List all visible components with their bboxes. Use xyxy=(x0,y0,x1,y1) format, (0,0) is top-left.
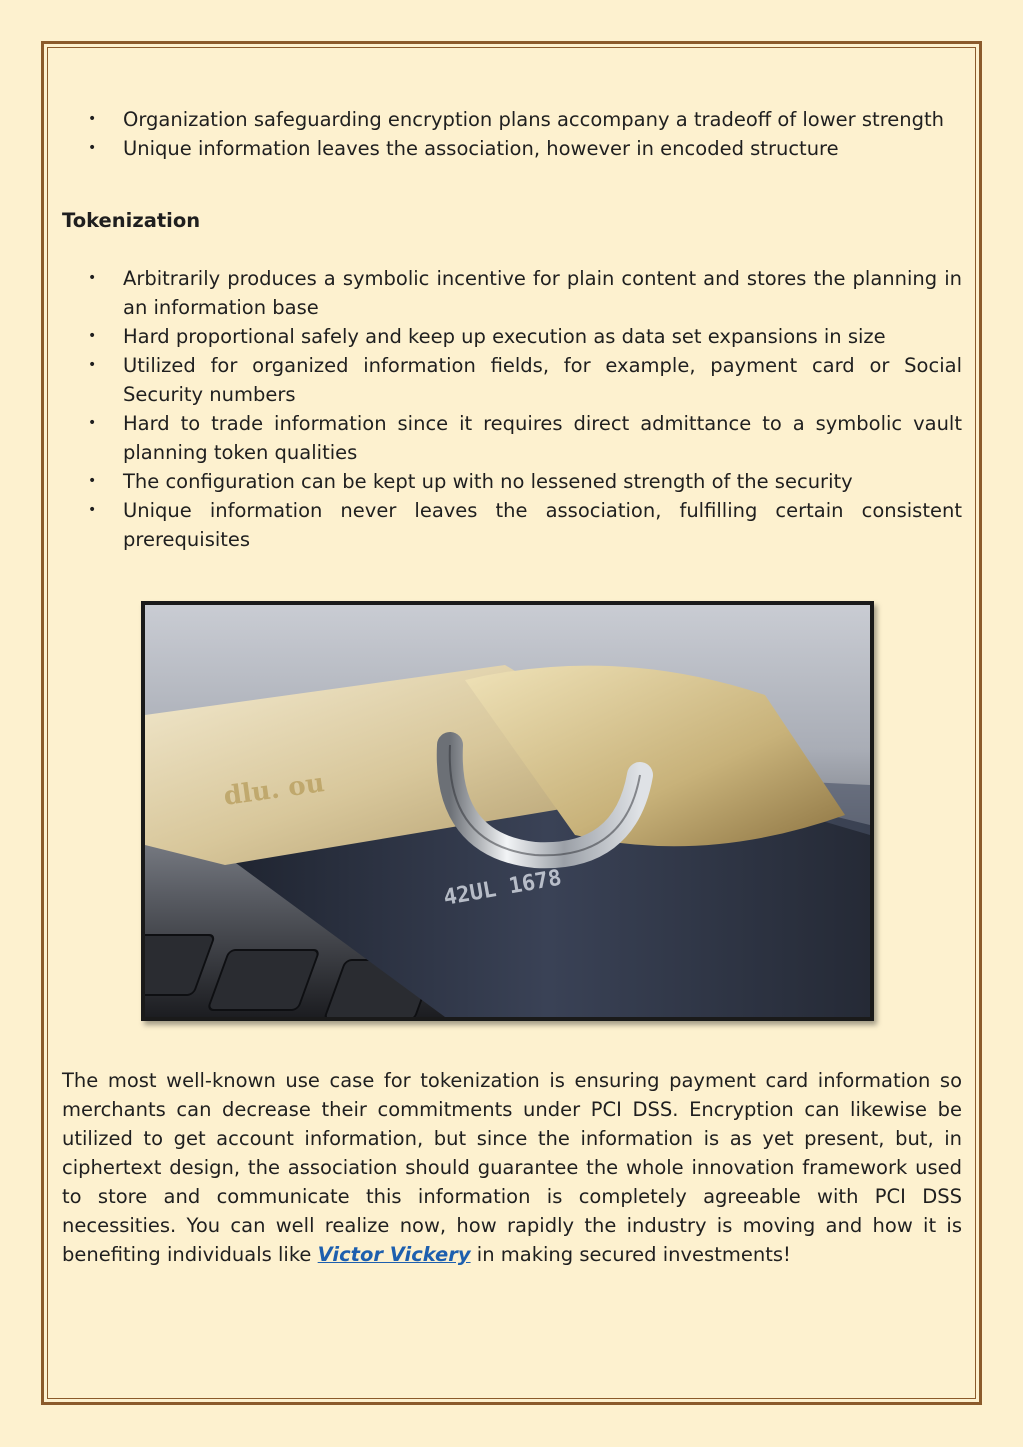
list-item: • The configuration can be kept up with no lessened strength of the security xyxy=(62,467,962,496)
svg-text:dlu. ou: dlu. ou xyxy=(221,768,327,812)
padlock-icon xyxy=(145,605,870,1017)
tokenization-bullet-list xyxy=(62,264,962,554)
bullet-icon: • xyxy=(88,415,97,431)
intro-bullet-list xyxy=(62,105,962,163)
bullet-icon: • xyxy=(88,502,97,518)
list-item: • Unique information leaves the association, however in encoded structure xyxy=(62,134,962,163)
list-item: • Organization safeguarding encryption plans accompany a tradeoff of lower strength xyxy=(62,105,962,134)
list-item: • Hard to trade information since it requires direct admittance to a symbolic vault planning token qualities xyxy=(62,409,962,467)
padlock-credit-card-photo xyxy=(141,601,874,1021)
bullet-icon: • xyxy=(88,357,97,373)
closing-paragraph: The most well-known use case for tokenization is ensuring payment card information so merchants can decrease their commitments under PCI DSS. Encryption can likewise be utilized to get account information, but since the information is as yet present, but, in ciphertext design, the association should guarantee the whole innovation framework used to store and communicate this information is completely agreeable with PCI DSS necessities. You can well realize now, how rapidly the industry is moving and how it is benefiting individuals like Victor Vickery in making secured investments! xyxy=(62,1069,962,1266)
svg-text:42UL 1678: 42UL 1678 xyxy=(441,865,564,911)
bullet-icon: • xyxy=(88,473,97,489)
victor-vickery-link[interactable]: Victor Vickery xyxy=(317,1243,471,1266)
list-item: • Hard proportional safely and keep up execution as data set expansions in size xyxy=(62,322,962,351)
section-heading: Tokenization xyxy=(62,209,201,232)
bullet-icon: • xyxy=(88,270,97,286)
list-item: • Unique information never leaves the association, fulfilling certain consistent prerequisites xyxy=(62,496,962,554)
list-item: • Arbitrarily produces a symbolic incentive for plain content and stores the planning in an information base xyxy=(62,264,962,322)
list-item: • Utilized for organized information fields, for example, payment card or Social Security numbers xyxy=(62,351,962,409)
bullet-icon: • xyxy=(88,328,97,344)
bullet-icon: • xyxy=(88,111,97,127)
document-body xyxy=(62,105,962,554)
bullet-icon: • xyxy=(88,140,97,156)
